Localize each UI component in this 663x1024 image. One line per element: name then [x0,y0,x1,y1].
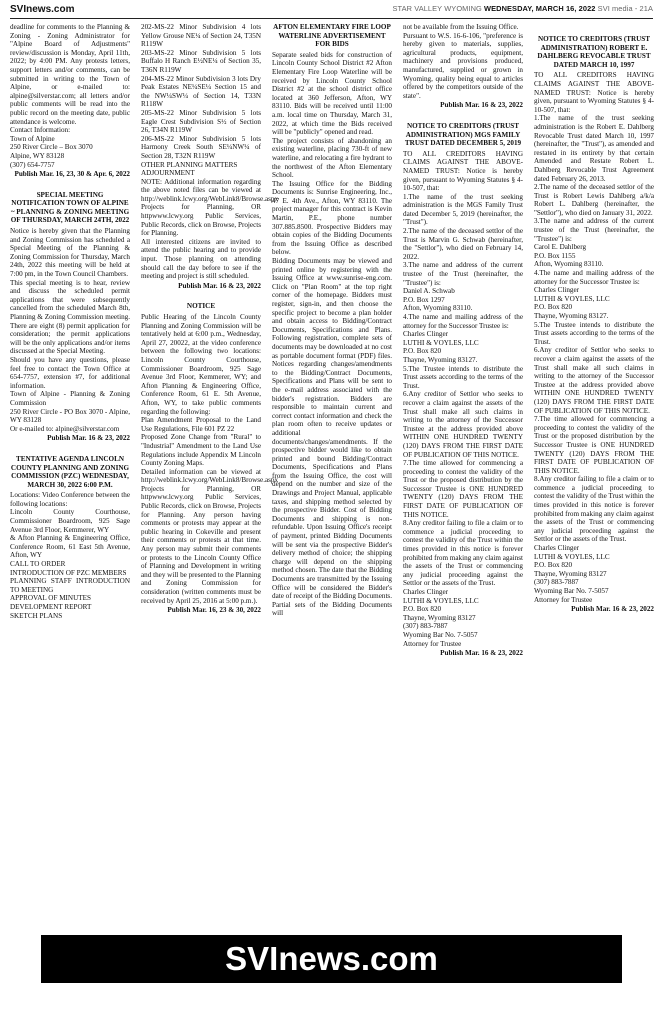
footer [0,920,663,1024]
notice-paragraph: 5.The Trustee intends to distribute the Trust assets according to the terms of the Trust. [534,320,654,346]
notice-heading: SPECIAL MEETING NOTIFICATION TOWN OF ALPINE ~ PLANNING & ZONING MEETING OF THURSDAY, MARCH 24TH, 2022 [10,190,130,225]
notice-paragraph: Plan Amendment Proposal to the Land Use Regulations, File 601 PZ 22 [141,416,261,433]
notice-paragraph: & Afton Planning & Engineering Office, Conference Room, 61 East 5th Avenue, Afton, WY [10,534,130,560]
notice-paragraph: Proposed Zone Change from "Rural" to "Industrial" Amendment to the Land Use Regulations include Appendix M Lincoln County Zoning Maps. [141,433,261,468]
notice-paragraph: APPROVAL OF MINUTES [10,594,91,603]
notice-paragraph: 206-MS-22 Minor Subdivision 5 lots Harmony Creek South SE¼NW¼ of Section 28, T32N R119W [141,134,261,160]
notice-paragraph: P.O. Box 820 [534,303,573,312]
notice-paragraph: Should you have any questions, please feel free to contact the Town Office at 654-7757, extension #7, for additional information. [10,355,130,390]
notice-paragraph: Daniel A. Schwab [403,287,455,296]
footer-banner[interactable] [41,935,622,983]
notice-paragraph: 1.The name of the trust seeking administration is the Robert E. Dahlberg Revocable Trust dated March 10, 1997 (hereinafter, the "Trust"), as amended and restated in its entirety by that certain Amended and Restate Robert L. Dahlberg Revocable Trust Agreement dated February 26, 2013. [534,114,654,183]
notice-paragraph: (307) 883-7887 [534,578,579,587]
notice-paragraph: 1.The name of the trust seeking administration is the MGS Family Trust dated December 5, 2019 (hereinafter, the "Trust"). [403,192,523,227]
notice-heading: NOTICE TO CREDITORS (TRUST ADMINISTRATION) MGS FAMILY TRUST DATED DECEMBER 5, 2019 [404,121,522,148]
notice-paragraph: OTHER PLANNING MATTERS [141,160,238,169]
notice-heading: TENTATIVE AGENDA LINCOLN COUNTY PLANNING AND ZONING COMMISSION (PZC) WEDNESDAY, MARCH 30, 2022 6:00 P.M. [10,454,130,489]
notice-paragraph: Charles Clinger [534,544,580,553]
notice-paragraph: not be available from the Issuing Office. [403,23,519,31]
notice-paragraph: 2.The name of the deceased settlor of the Trust is Robert Lewis Dahlberg a/k/a Robert L. Dahlberg (hereinafter, the "Settlor"), who died on January 31, 2022. [534,183,654,217]
legal-notices [10,23,653,923]
notice-paragraph: Locations: Video Conference between the following locations: [10,491,130,508]
notice-heading: NOTICE TO CREDITORS (TRUST ADMINISTRATION) ROBERT E. DAHLBERG REVOCABLE TRUST DATED MARCH 10, 1997 [537,35,651,69]
notice-paragraph: Charles Clinger [534,286,580,295]
notice-paragraph: 3.The name and address of the current trustee of the Trust (hereinafter, the "Trustee") is: [403,261,523,287]
notice-paragraph: Or e-mailed to: alpine@silverstar.com [10,424,120,433]
notice-paragraph: P.O. Box 820 [403,605,442,614]
notice-paragraph: 204-MS-22 Minor Subdivision 3 lots Dry Peak Estates NE¼SE¼ Section 15 and the NW¼SW¼ of Section 14, T33N R118W [141,74,261,109]
notice-paragraph: Charles Clinger [403,588,449,596]
notice-paragraph: Bidding Documents may be viewed and printed online by registering with the Issuing Office at www.sunrise-eng.com. Click on "Plan Room" at the top right corner of the homepage. Bidders must register, sign-in, and then choose the specific project to become a plan holder and obtain access to Bidding/Contract Documents, Specifications and Plans. Following registration, complete sets of documents may be downloaded at no cost as portable document format (PDF) files. Notices regarding changes/amendments to the Bidding/Contract Documents, Specifications and Plans will be sent to the e-mail address associated with the bidder's registration. Bidders are responsible to maintain current and correct contact information and check the plan room often to receive updates or additional documents/changes/amendments. If the prospective bidder would like to obtain printed and bound Bidding/Contract Documents, Specifications and Plans from the Issuing Office, the cost will depend on the number and size of the Drawings and Project Manual, applicable taxes, and shipping method selected by the prospective Bidder. Cost of Bidding Documents and shipping is non-refundable. Upon Issuing Office's receipt of payment, printed Bidding Documents will be sent via the prospective Bidder's delivery method of choice; the shipping charge will depend on the shipping method chosen. The date that the Bidding Documents are transmitted by the Issuing Office will be considered the Bidder's date of receipt of the Bidding Documents. Partial sets of the Bidding Documents will [272,257,392,618]
notice-paragraph: deadline for comments to the Planning & Zoning - Zoning Administrator for "Alpine Board of Adjustments" review/discussion is Monday, April 11th, 2022; by 4:00 PM. Any protests letters, support letters and/or comments, can be submitted in writing to the Town of Alpine, or e-mailed to: alpine@silverstar.com; all letters and/or public comments will be read into the public record on the meeting date, public attendance is welcome. [10,23,130,126]
notice-paragraph: Wyoming Bar No. 7-5057 [403,630,478,639]
notice-heading: NOTICE [186,302,216,311]
notice-paragraph: NOTE: Additional information regarding the above noted files can be viewed at http://weblink.lcwy.org/WebLink8/Browse.aspx Projects for Planning, OR httpwww.lcwy.org Public Services, Public Records, click on Browse, Projects for Planning. [141,177,279,238]
site-name: SVInews.com [10,4,75,15]
notice-paragraph: Town of Alpine [10,134,55,143]
notice-paragraph: TO ALL CREDITORS HAVING CLAIMS AGAINST THE ABOVE-NAMED TRUST: Notice is hereby given, pursuant to Wyoming Statutes § 4-10-507, that: [403,149,523,193]
notice-paragraph: Afton, Wyoming 83110. [534,260,604,269]
header-rule [10,18,653,19]
notice-paragraph: Separate sealed bids for construction of Lincoln County School District #2 Afton Elementary Fire Loop Waterline will be received by Lincoln County School District #2 at the school district office located at 360 Jefferson, Afton, WY 83110. Bids will be received until 11:00 a.m. local time on Thursday, March 31, 2022, at which time the Bids received will be "publicly" opened and read. [272,50,392,137]
notice-paragraph: Charles Clinger [403,330,449,339]
notice-paragraph: 202-MS-22 Minor Subdivision 4 lots Yellow Grouse NE¼ of Section 24, T35N R119W [141,23,261,49]
column-5 [534,23,654,618]
notice-paragraph: Thayne, Wyoming 83127. [534,312,609,320]
notice-paragraph: P.O. Box 1297 [403,295,445,304]
column-2 [141,23,279,619]
notice-paragraph: ADJOURNMENT [141,169,195,178]
notice-paragraph: Thayne, Wyoming 83127 [403,613,476,622]
paper-name: STAR VALLEY WYOMING [392,4,482,13]
notice-paragraph: 7.The time allowed for commencing a proceeding to contest the validity of the Trust or the proposed distribution by the Successor Trustee is ONE HUNDRED TWENTY (120) DAYS FROM THE FIRST DATE OF PUBLICATION OF THIS NOTICE. [534,415,654,475]
notice-paragraph: Town of Alpine - Planning & Zoning Commission [10,390,130,407]
notice-paragraph: 7.The time allowed for commencing a proceeding to contest the validity of the Trust or the proposed distribution by the Successor Trustee is ONE HUNDRED TWENTY (120) DAYS FROM THE FIRST DATE OF PUBLICATION OF THIS NOTICE. [403,459,523,519]
notice-paragraph: 250 River Circle – Box 3070 [10,143,93,152]
notice-paragraph: P.O. Box 820 [534,561,573,570]
publish-line: Publish Mar. 16 & 23, 2022 [440,101,523,110]
notice-heading: AFTON ELEMENTARY FIRE LOOP WATERLINE ADVERTISEMENT FOR BIDS [273,23,391,49]
notice-paragraph: Thayne, Wyoming 83127 [534,569,607,578]
publish-line: Publish Mar. 16 & 23, 2022 [47,434,130,443]
notice-paragraph: (307) 883-7887 [403,622,448,631]
notice-paragraph: 4.The name and mailing address of the attorney for the Successor Trustee is: [403,313,523,330]
notice-paragraph: P.O. Box 820 [403,347,442,356]
notice-paragraph: Notice is hereby given that the Planning and Zoning Commission has scheduled a Special Meeting of the Planning & Zoning Commission for Thursday, March 24th, 2022 this meeting will be held at 7:00 pm, in the Town Council Chambers. [10,227,130,279]
publish-line: Publish Mar. 16 & 23, 2022 [178,281,261,290]
notice-paragraph: Carol E. Dahlberg [534,243,587,252]
column-1 [10,23,130,620]
issue-date: WEDNESDAY, MARCH 16, 2022 [484,4,596,13]
notice-paragraph: The project consists of abandoning an existing waterline, placing 730-ft of new waterline, and relocating a fire hydrant to the northwest of the Afton Elementary School. [272,136,392,180]
notice-paragraph: Lincoln County Courthouse, Commissioner Boardroom, 925 Sage Avenue 3rd Floor, Kemmerer, WY [10,508,130,534]
notice-paragraph: 250 River Circle - PO Box 3070 - Alpine, WY 83128 [10,407,130,425]
notice-paragraph: Afton, Wyoming 83110. [403,304,473,313]
notice-paragraph: 6.Any creditor of Settlor who seeks to recover a claim against the assets of the Trust shall make all such claims in writing to the attorney of the Successor Trustee at the address provided above WITHIN ONE HUNDRED TWENTY (120) DAYS FROM THE FIRST DATE OF PUBLICATION OF THIS NOTICE. [534,346,654,415]
publish-line: Publish Mar. 16, 23 & 30, 2022 [167,606,261,615]
notice-paragraph: Wyoming Bar No. 7-5057 [534,587,609,595]
notice-paragraph: 5.The Trustee intends to distribute the Trust assets according to the terms of the Trust. [403,364,523,390]
notice-paragraph: LUTHI & VOYLES, LLC [534,294,610,303]
notice-paragraph: LUTHI & VOYLES, LLC [534,552,610,561]
running-head [393,4,654,13]
notice-paragraph: DEVELOPMENT REPORT [10,603,92,611]
notice-paragraph: 4.The name and mailing address of the attorney for the Successor Trustee is: [534,269,654,286]
notice-paragraph: P.O. Box 1155 [534,251,576,260]
notice-paragraph: Public Hearing of the Lincoln County Planning and Zoning Commission will be tentatively held at 6:00 p.m., Wednesday, April 27, 20022, at the video conference between the following two locations: Lincoln County Courthouse, Commissioner Boardroom, 925 Sage Avenue 3rd Floor, Kemmerer, WY; and Afton Planning & Engineering Office, Conference Room, 61 E. 5th Avenue, Afton, WY, to take public comments regarding the following: [141,313,261,416]
notice-paragraph: 3.The name and address of the current trustee of the Trust (hereinafter, the "Trustee") is: [534,217,654,243]
notice-paragraph: INTRODUCTION OF PZC MEMBERS [10,568,127,577]
notice-paragraph: The Issuing Office for the Bidding Documents is: Sunrise Engineering, Inc., 47 E. 4th Ave., Afton, WY 83110. The project manager for this contract is Kevin Martin, P.E., phone number 307.885.8500. Prospective Bidders may obtain copies of the Bidding Documents from the Issuing Office as described below. [272,179,392,257]
footer-brand: SVInews.com [225,940,438,977]
notice-paragraph: 8.Any creditor failing to file a claim or to commence a judicial proceeding to contest the validity of the Trust within the times provided in this notice is forever prohibited from making any claim against the assets of the Trust or commencing any judicial proceeding against the Settlor or the assets of the Trust. [534,475,654,544]
notice-paragraph: 205-MS-22 Minor Subdivision 5 lots Eagle Crest Subdivision S½ of Section 26, T34N R119W [141,108,261,135]
column-3 [272,23,392,618]
notice-paragraph: LUTHI & VOYLES, LLC [403,338,479,347]
notice-paragraph: CALL TO ORDER [10,560,66,569]
notice-paragraph: Contact Information: [10,126,71,135]
notice-paragraph: All interested citizens are invited to attend the public hearing and to provide input. Those planning on attending should call the day before to see if the meeting and project is still scheduled. [141,237,261,281]
notice-paragraph: 2.The name of the deceased settlor of the Trust is Marvin G. Schwab (hereinafter, the "Settlor"), who died on February 14, 2022. [403,227,523,261]
notice-paragraph: Detailed information can be viewed at http://weblink.lcwy.org/WebLink8/Browse.aspx Projects for Planning, OR httpwww.lcwy.org Public Services, Public Records, click on Browse, Projects for Planning. Any person having comments or protests may appear at the public hearing in Cokeville and present their comments or protests at that time. Any person may submit their comments or protests to the Lincoln County Office of Planning and Development in writing and they will be presented to the Planning and Zoning Commission for consideration (written comments must be received by April 25, 2016 at 5:00 p.m.). [141,467,279,605]
notice-paragraph: Attorney for Trustee [403,639,462,648]
notice-paragraph: TO ALL CREDITORS HAVING CLAIMS AGAINST THE ABOVE-NAMED TRUST: Notice is hereby given, pursuant to Wyoming Statutes § 4-10-507, that: [534,71,654,114]
page-number: SVI media - 21A [597,4,653,13]
publish-line: Publish Mar. 16 & 23, 2022 [440,649,523,658]
publish-line: Publish Mar. 16, 23, 30 & Apr. 6, 2022 [14,170,130,179]
notice-paragraph: 6.Any creditor of Settlor who seeks to recover a claim against the assets of the Trust shall make all such claims in writing to the attorney of the Successor Trustee at the address provided above WITHIN ONE HUNDRED TWENTY (120) DAYS FROM THE FIRST DATE OF PUBLICATION OF THIS NOTICE. [403,390,523,459]
notice-paragraph: 203-MS-22 Minor Subdivision 5 lots Buffalo H Ranch E½NE¼ of Section 35, T36N R119W [141,48,261,74]
notice-paragraph: Pursuant to W.S. 16-6-106, "preference is hereby given to materials, supplies, agricultural products, equipment, machinery and provisions produced, manufactured, supplied or grown in Wyoming, quality being equal to articles offered by the competitors outside of the state". [403,31,523,100]
notice-paragraph: PLANNING STAFF INTRODUCTION TO MEETING [10,577,130,594]
notice-paragraph: LUTHI & VOYLES, LLC [403,596,479,605]
notice-paragraph: (307) 654-7757 [10,160,55,169]
notice-paragraph: SKETCH PLANS [10,611,63,620]
notice-paragraph: This special meeting is to hear, review and discuss the scheduled permit applications that were subsequently cancelled from the scheduled March 8th, Planning & Zoning Commission meeting. There are eight (8) permit application for consideration; the permit applications will be the only applications and/or items discussed at the Special Meeting. [10,278,130,356]
notice-paragraph: Alpine, WY 83128 [10,151,65,160]
publish-line: Publish Mar. 16 & 23, 2022 [571,605,654,614]
notice-paragraph: Thayne, Wyoming 83127. [403,355,478,364]
column-4 [403,23,523,662]
notice-paragraph: Attorney for Trustee [534,595,593,604]
notice-paragraph: 8.Any creditor failing to file a claim or to commence a judicial proceeding to contest the validity of the Trust within the times provided in this notice is forever prohibited from making any claim against the assets of the Trust or commencing any judicial proceeding against the Settlor or the assets of the Trust. [403,519,523,588]
